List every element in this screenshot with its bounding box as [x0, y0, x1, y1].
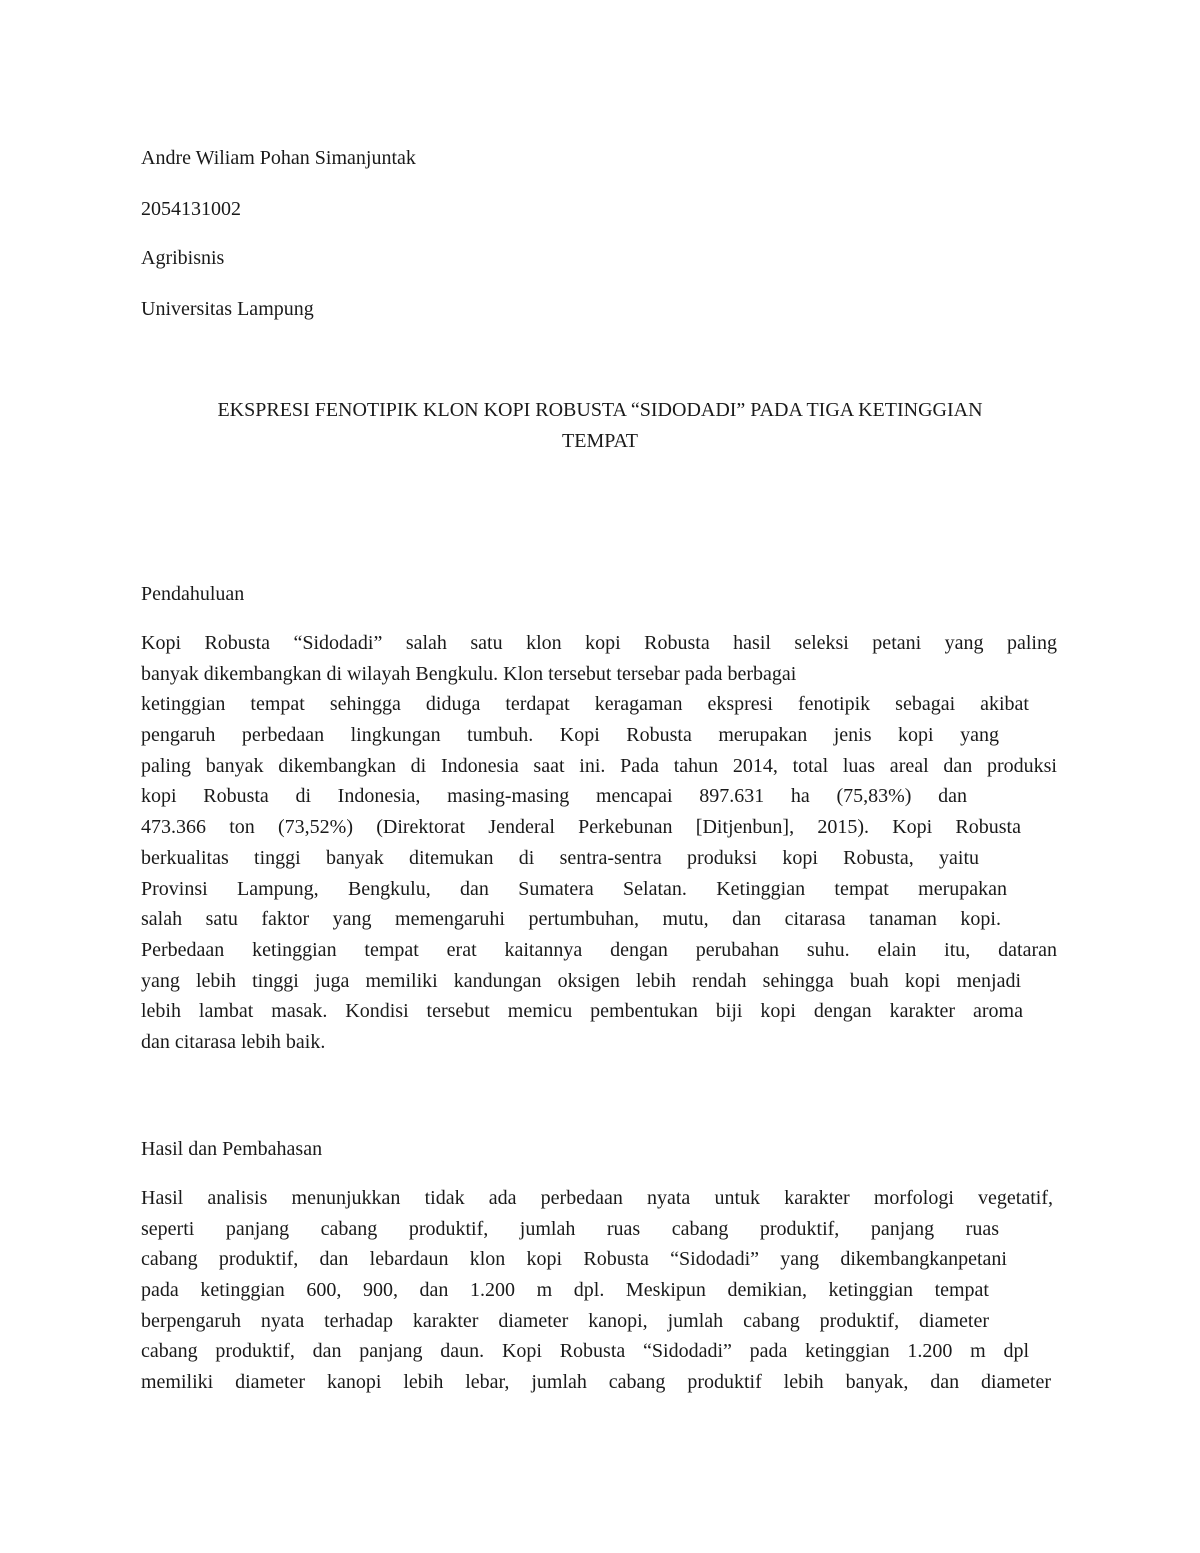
section-body-hasil [141, 1183, 1057, 1398]
body-line: dan citarasa lebih baik. [141, 1030, 326, 1053]
body-line: berpengaruh nyata terhadap karakter diameter kanopi, jumlah cabang produktif, diameter [141, 1309, 989, 1332]
body-line: pengaruh perbedaan lingkungan tumbuh. Kopi Robusta merupakan jenis kopi yang [141, 724, 999, 747]
body-line: memiliki diameter kanopi lebih lebar, jumlah cabang produktif lebih banyak, dan diameter [141, 1371, 1051, 1394]
body-line: Kopi Robusta “Sidodadi” salah satu klon kopi Robusta hasil seleksi petani yang paling [141, 632, 1057, 654]
section-body-pendahuluan [141, 628, 1057, 1058]
body-line: salah satu faktor yang memengaruhi pertumbuhan, mutu, dan citarasa tanaman kopi. [141, 908, 1001, 931]
body-line: seperti panjang cabang produktif, jumlah ruas cabang produktif, panjang ruas [141, 1217, 999, 1240]
body-line: paling banyak dikembangkan di Indonesia saat ini. Pada tahun 2014, total luas areal dan produksi [141, 754, 1057, 777]
student-id: 2054131002 [141, 198, 241, 220]
section-heading-hasil: Hasil dan Pembahasan [141, 1138, 323, 1160]
body-line: 473.366 ton (73,52%) (Direktorat Jenderal Perkebunan [Ditjenbun], 2015). Kopi Robusta [141, 816, 1021, 839]
paper-title [141, 395, 1059, 457]
author-name: Andre Wiliam Pohan Simanjuntak [141, 147, 416, 169]
body-line: banyak dikembangkan di wilayah Bengkulu. Klon tersebut tersebar pada berbagai [141, 662, 797, 685]
university: Universitas Lampung [141, 298, 314, 320]
body-line: Perbedaan ketinggian tempat erat kaitannya dengan perubahan suhu. elain itu, dataran [141, 938, 1057, 961]
body-line: Provinsi Lampung, Bengkulu, dan Sumatera Selatan. Ketinggian tempat merupakan [141, 877, 1007, 900]
body-line: cabang produktif, dan lebardaun klon kopi Robusta “Sidodadi” yang dikembangkanpetani [141, 1248, 1007, 1271]
section-heading-pendahuluan: Pendahuluan [141, 583, 245, 605]
body-line: cabang produktif, dan panjang daun. Kopi Robusta “Sidodadi” pada ketinggian 1.200 m dpl [141, 1340, 1029, 1363]
department: Agribisnis [141, 247, 225, 269]
body-line: kopi Robusta di Indonesia, masing-masing mencapai 897.631 ha (75,83%) dan [141, 785, 967, 808]
body-line: berkualitas tinggi banyak ditemukan di sentra-sentra produksi kopi Robusta, yaitu [141, 846, 979, 869]
body-line: pada ketinggian 600, 900, dan 1.200 m dpl. Meskipun demikian, ketinggian tempat [141, 1279, 989, 1302]
body-line: lebih lambat masak. Kondisi tersebut memicu pembentukan biji kopi dengan karakter aroma [141, 1000, 1023, 1023]
body-line: Hasil analisis menunjukkan tidak ada perbedaan nyata untuk karakter morfologi vegetatif, [141, 1187, 1053, 1209]
paper-title-line-1: EKSPRESI FENOTIPIK KLON KOPI ROBUSTA “SIDODADI” PADA TIGA KETINGGIAN [217, 399, 983, 421]
paper-title-line-2: TEMPAT [562, 430, 638, 452]
body-line: yang lebih tinggi juga memiliki kandungan oksigen lebih rendah sehingga buah kopi menjadi [141, 969, 1021, 992]
body-line: ketinggian tempat sehingga diduga terdapat keragaman ekspresi fenotipik sebagai akibat [141, 693, 1029, 716]
